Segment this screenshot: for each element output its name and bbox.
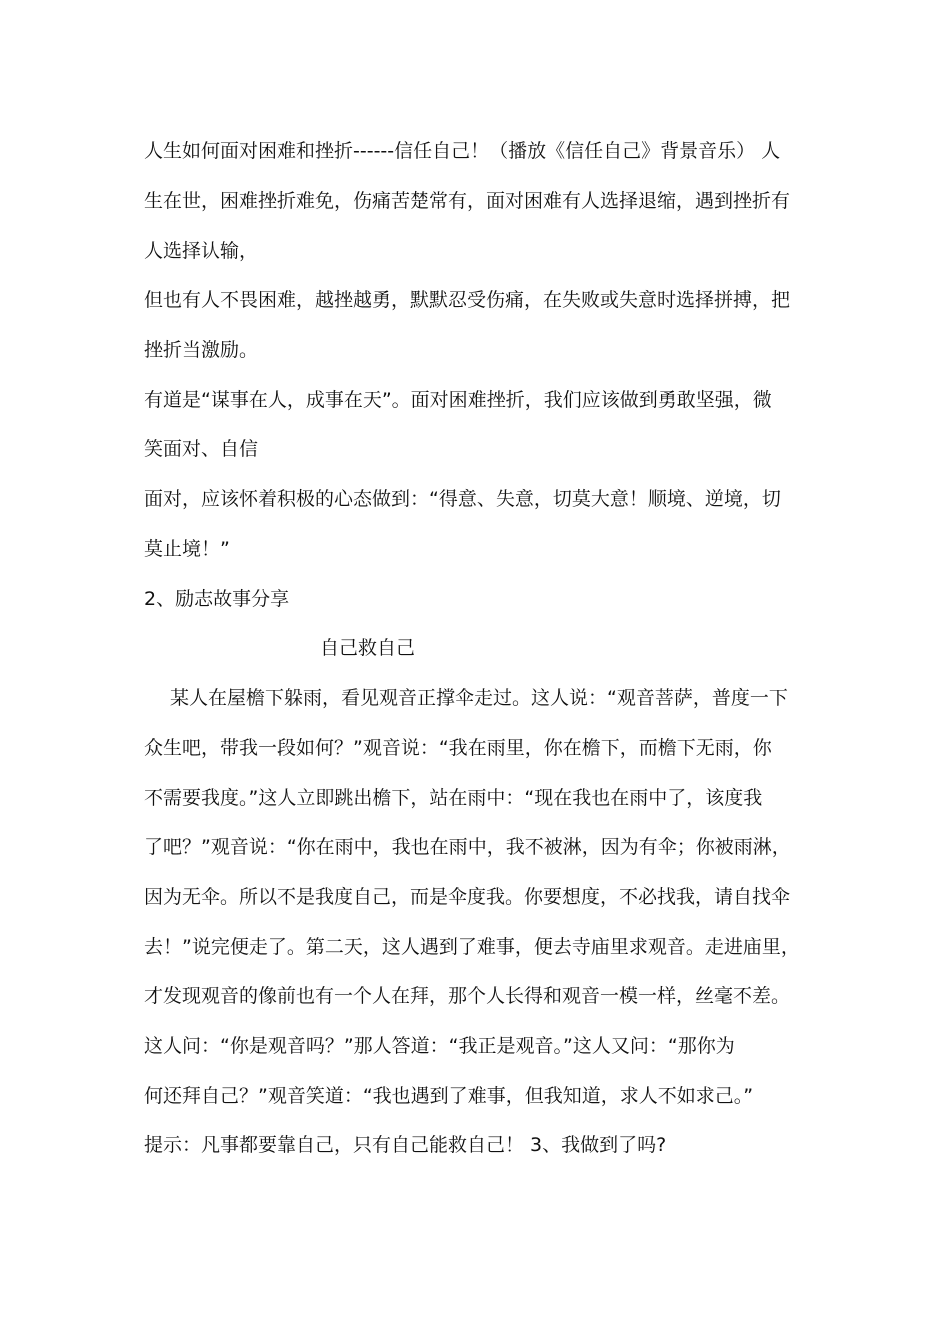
paragraph-line: 有道是“谋事在人，成事在天”。面对困难挫折，我们应该做到勇敢坚强，微	[144, 389, 772, 411]
paragraph-line: 面对，应该怀着积极的心态做到：“得意、失意，切莫大意！顺境、逆境，切	[144, 488, 781, 510]
story-title: 自己救自己	[320, 637, 416, 659]
paragraph-line: 人选择认输，	[144, 240, 259, 262]
paragraph-line: 生在世，困难挫折难免，伤痛苦楚常有，面对困难有人选择退缩，遇到挫折有	[144, 190, 791, 212]
story-line: 因为无伞。所以不是我度自己，而是伞度我。你要想度，不必找我，请自找伞	[144, 886, 791, 908]
story-line: 了吧？”观音说：“你在雨中，我也在雨中，我不被淋，因为有伞；你被雨淋，	[144, 836, 791, 858]
story-line: 去！”说完便走了。第二天，这人遇到了难事，便去寺庙里求观音。走进庙里，	[144, 936, 800, 958]
story-line: 某人在屋檐下躲雨，看见观音正撑伞走过。这人说：“观音菩萨，普度一下	[170, 687, 788, 709]
tip-line: 提示：凡事都要靠自己，只有自己能救自己！ 3、我做到了吗?	[144, 1134, 667, 1156]
story-line: 才发现观音的像前也有一个人在拜，那个人长得和观音一模一样，丝毫不差。	[144, 985, 791, 1007]
paragraph-line: 但也有人不畏困难，越挫越勇，默默忍受伤痛，在失败或失意时选择拼搏，把	[144, 289, 791, 311]
paragraph-line: 挫折当激励。	[144, 339, 259, 361]
section-heading: 2、励志故事分享	[144, 588, 290, 610]
story-line: 何还拜自己？”观音笑道：“我也遇到了难事，但我知道，求人不如求己。”	[144, 1085, 754, 1107]
story-line: 众生吧，带我一段如何？”观音说：“我在雨里，你在檐下，而檐下无雨，你	[144, 737, 772, 759]
paragraph-line: 人生如何面对困难和挫折------信任自己！（播放《信任自己》背景音乐） 人	[144, 140, 781, 162]
paragraph-line: 笑面对、自信	[144, 438, 259, 460]
paragraph-line: 莫止境！”	[144, 538, 230, 560]
story-line: 不需要我度。”这人立即跳出檐下，站在雨中：“现在我也在雨中了，该度我	[144, 787, 763, 809]
story-line: 这人问：“你是观音吗？”那人答道：“我正是观音。”这人又问：“那你为	[144, 1035, 735, 1057]
